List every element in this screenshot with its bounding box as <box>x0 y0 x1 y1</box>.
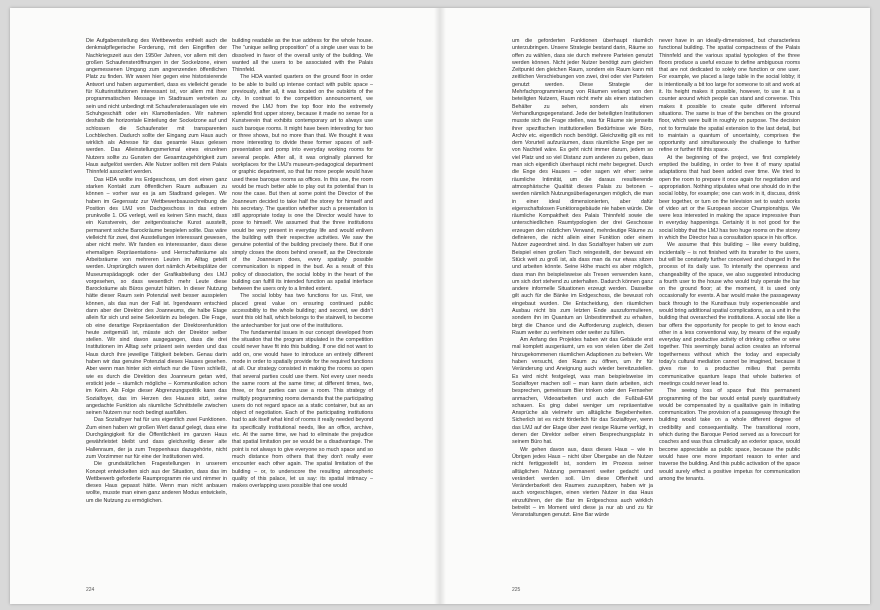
page-number: 224 <box>86 587 95 593</box>
paragraph: Am Anfang des Projektes haben wir das Gebäude erst mal komplett ausgeräumt, um es von vielen über die Zeit hinzugekommenen räumlichen Adaptionen zu befreien. Wir haben versucht, den Raum zu öffnen, um ihr für Veränderung und Aneignung auch wieder bereitzustellen. Es wird nicht festgelegt, was man beispielsweise im Sozialfoyer machen soll – man kann darin arbeiten, sich besprechen, gemeinsam Bier trinken oder den Fernseher anmachen, Videoarbeiten und auch die Fußball-EM schauen. Es ging dabei weniger um repräsentative Ansprüche als vielmehr um alltägliche Begebenheiten. Sicherlich ist es nicht förderlich für das Sozialfoyer, wenn das LMJ auf der Etage über zwei riesige Räume verfügt, in denen der Direktor selber einen Besprechungsplatz in seinem Büro hat. <box>512 337 653 446</box>
paragraph: At the beginning of the project, we first completely emptied the building, in order to free it of many spatial adaptations that had been added over time. We tried to open the room to prepare it once again for negotiation and appropriation. Nothing stipulates what one should do in the social lobby, for example; one can work in it, discuss, drink beer together, or turn on the television set to watch works of video art or the European soccer Championships. We were less interested in making the space impressive than in everyday happenings. Certainly it is not good for the social lobby that the LMJ has two huge rooms on the storey in which the Director has a consultation space in his office. <box>659 154 800 242</box>
right-page-english-column <box>659 38 800 588</box>
book-spread <box>10 8 870 604</box>
right-page-german-column <box>512 38 653 588</box>
paragraph: The social lobby has two functions for us. First, we placed great value on ensuring continued public accessibility to the whole building; and second, we didn’t want this old hall, which belongs to the stairwell, to become the antechamber for just one of the institutions. <box>232 293 373 329</box>
paragraph: Das HDA wollte ins Erdgeschoss, um dort einen ganz starken Kontakt zum öffentlichen Raum aufbauen zu können – vorher war es ja am Stadtrand gelegen. Wir haben im Gegensatz zur Wettbewerbsausschreibung die Position des LMJ von Dachgeschoss in das extrem prunkvolle 1. OG verlegt, weil es keinen Sinn macht, dass ein Kunstverein, der zeitgenössische Kunst ausstellt, permanent solche Barockräume bespielen sollte. Das wäre vielleicht für zwei, drei Ausstellungen interessant gewesen, aber nicht mehr. Wir fanden es interessanter, dass diese ehemaligen Repräsentations- und Herrschaftsräume als Arbeitsräume von mehreren Leuten im Alltag geteilt werden. Ursprünglich waren dort nämlich Arbeitsplätze der Museumspädagogik oder der Grafikabteilung des LMJ vorgesehen, so dass wesentlich mehr Leute diese Barockräume als Büros genutzt hätten. In dieser Nutzung hätte dieser Raum sein Potenzial weit besser ausspielen können, als das nun der Fall ist. Irgendwann entschied dann aber der Direktor des Joanneums, die halbe Etage allein für sich und seine Sekretärin zu belegen. Die Frage, ob eine derartige Repräsentation der Direktorenfunktion heute zeitgemäß ist, müsste sich der Direktor selber stellen. Wir sind davon ausgegangen, dass die drei Institutionen im Alltag sehr präsent sein werden und das Haus durch ihre jeweilige Tätigkeit beleben. Genau darin haben wir das genuine Potenzial dieses Hauses gesehen. Aber wenn man hinter sich einfach nur die Türen schließt, wie es durch die Direktion des Joanneum getan wird, erstickt jede – räumlich mögliche – Kommunikation schon im Keim. Als Folge dieser Abgrenzungspolitik kann das Sozialfoyer, das im Herzen des Hauses sitzt, seine angedachte Funktion als räumliche Schnittstelle zwischen seinen Nutzern nur noch bedingt ausfüllen. <box>86 176 227 417</box>
paragraph: Das Sozialfoyer hat für uns eigentlich zwei Funktionen. Zum einen haben wir großen Wert darauf gelegt, dass eine Durchgängigkeit für die Öffentlichkeit im ganzen Haus gewährleistet bleibt und dass gleichzeitig dieser alte Hallenraum, der ja zum Treppenhaus dazugehörte, nicht zum Vorzimmer nur für eine der Institutionen wird. <box>86 417 227 460</box>
left-page <box>10 8 440 604</box>
paragraph: The fundamental issues in our concept developed from the situation that the program stipulated in the competition could never have fit into this building. If one did not want to add on, one would have to introduce an entirely different mode in order to spatially provide for the required functions at all. Our strategy consisted in making the rooms so open that several parties could use them. Not every user needs the same room at the same time; at different times, two, three, or four parties can use a room. This strategy of multiply programming rooms demands that the participating users do not regard space as a static container, but as an object of negotiation. Each of the participating institutions had to ask itself what kind of rooms it really needed beyond its specifically institutional needs, like an office, archive, etc. At the same time, we had to eliminate the prejudice that spatial limitation per se would be a disadvantage. The point is not always to give everyone so much space and so much distance from others that they don’t really ever encounter each other again. The spatial limitation of the building – or, to underscore the resulting atmospheric quality of this palace, let us say: its spatial intimacy – makes overlapping uses possible that one would <box>232 329 373 490</box>
paragraph: The seeing loss of space that this permanent programming of the bar would entail purely quantitatively would be compensated by a qualitative gain in initiating communication. The provision of a passageway through the building would take on a whole different degree of credibility and consequentiality. The transitional room, which during the Baroque Period served as a forecourt for coaches and was thus climatically an exterior space, would become appreciable as public space, because the public would have one more important reason to enter and traverse the building. And this public activation of the space would surely effect a positive impetus for communication among the tenants. <box>659 388 800 482</box>
paragraph: um die geforderten Funktionen überhaupt räumlich unterzubringen. Unsere Strategie bestand darin, Räume so offen zu wählen, dass sie durch mehrere Parteien genutzt werden können. Nicht jeder Nutzer benötigt zum gleichen Zeitpunkt den gleichen Raum, sondern ein Raum kann mit zeitlichen Verschiebungen von zwei, drei oder vier Parteien genutzt werden. Diese Strategie der Mehrfachprogrammierung von Räumen verlangt von den beteiligten Nutzern, Raum nicht mehr als einen statischen Behälter zu sehen, sondern als einen Verhandlungsgegenstand. Jede der beteiligten Institutionen musste sich die Frage stellen, was für Räume sie jenseits ihrer spezifischen institutionellen Bedürfnisse wie Büro, Archiv etc. eigentlich noch benötigt. Gleichzeitig gilt es mit dem Vorurteil aufzuräumen, dass räumliche Enge per se von Nachteil wäre. Es geht nicht immer darum, jedem so viel Platz und so viel Distanz zum anderen zu geben, dass man sich eigentlich überhaupt nicht mehr begegnet. Durch die Enge des Hauses – oder sagen wir eher: seine räumliche Intimität, um die daraus resultierende atmosphärische Qualität dieses Palais zu betonen – werden nämlich Nutzungsüberlagerungen möglich, die man in einer ideal dimensionierten, aber dafür eigenschaftslosen Funktionsgebäude nie haben würde. Die räumliche Kompaktheit des Palais Thinnfeld sowie die unterschiedlichen Raumtypologien der drei Geschosse erzeugen den nützlichen Verwand, mehrdeutige Räume zu definieren, die nicht allein einer Funktion oder einem Nutzer zugeordnet sind. In das Sozialfoyer haben wir zum Beispiel einen großen Tisch reingestellt, der bewusst ein Stück weit zu groß ist, als dass man da nur etwas sitzen und arbeiten könnte. Seine Höhe macht es aber möglich, dass man ihn beispielsweise als Tresen verwenden kann, um sich dort stehend zu unterhalten. Dadurch können ganz andere informelle Situationen erzeugt werden. Dasselbe gilt auch für die Bänke im Erdgeschoss, die bewusst roh eingebaut wurden. Die Entscheidung, den räumlichen Ausbau nicht bis zum letzten Ende auszuformulieren, sondern ihn im Quantum an Unbestimmtheit zu erhalten, birgt die Chance und die Aufforderung zugleich, diesen Raum weiter zu verfeinern oder weiter zu füllen. <box>512 38 653 336</box>
paragraph: never have in an ideally-dimensioned, but characterless functional building. The spatial compactness of the Palais Thinnfeld and the various spatial typologies of the three floors produce a useful excuse to define ambiguous rooms that are not dedicated to solely one function or one user. For example, we placed a large table in the social lobby; it is intentionally a bit too large for someone to sit and work at it. Its height makes it possible, however, to use it as a counter around which people can stand and converse. This makes it possible to create quite different informal situations. The same is true of the benches on the ground floor, which were built in roughly on purpose. The decision not to formulate the spatial extension to the last detail, but to maintain a quantum of uncertainty, comprises the opportunity and simultaneously the challenge to further refine or further fill this space. <box>659 38 800 154</box>
paragraph: Wir gehen davon aus, dass dieses Haus – wie in Übrigen jedes Haus – nicht über Übergabe an die Nutzer nicht fertiggestellt ist, sondern im Prozess seiner alltäglichen Nutzung permanent weiter gedacht und verändert werden soll. Um diese Offenheit und Veränderbarkeit des Raumes zuzuspitzen, haben wir ja auch vorgeschlagen, einen vierten Nutzer in das Haus einzuführen, der die Bar im Erdgeschoss auch wirklich betreibt – im Moment wird diese ja nur ab und zu für Veranstaltungen genutzt. Eine Bar würde <box>512 446 653 519</box>
page-number: 225 <box>512 587 521 593</box>
paragraph: We assume that this building – like every building, incidentally – is not finished with its transfer to the users, but will be constantly further conceived and changed in the process of its daily use. To intensify the openness and changeability of the space, we also suggested introducing a fourth user to the house who would truly operate the bar on the ground floor; at the moment, it is used only occasionally for events. A bar would make the passageway back through to the Kunsthaus truly experienceable and would bring additional spatial complications, as a unit in the building that overarched the institutions. A social site like a bar offers the opportunity for people to get to know each other in a less conventional way, by means of the equally everyday and productive activity of drinking coffee or wine together. This seemingly banal action creates an informal togetherness without which the today and especially today’s cultural mediation cannot be imagined, because it gives rise to a productive milieu that permits communicative quantum leaps that whole batteries of meetings could never lead to. <box>659 242 800 387</box>
right-page <box>440 8 870 604</box>
paragraph: Die Aufgabenstellung des Wettbewerbs enthielt auch die denkmalpflegerische Forderung, mit den Eingriffen der Nachkriegszeit aus den 1950er Jahren, vor allem mit den großen Schaufensteröffnungen in der Sockelzone, einen angemessenen Umgang zum angrenzenden öffentlichen Platz zu finden. Wir waren hier gegen eine historisierende Antwort und haben argumentiert, dass es vielleicht gerade für Kulturinstitutionen interessant ist, vor allem mit ihrer programmatischen Message im Stadtraum vertreten zu sein und nicht unbedingt mit Schaufensterauslagen wie ein Schuhgeschäft oder ein Klamottenladen. Wir nahmen deshalb die horizontale Einteilung der Sockelzone auf und schlossen die Schaufenster mit transparenten Lochblechen. Dadurch sollte der Eingang zum Haus auch wirklich als Adresse für das gesamte Haus gelesen werden. Das Alleinstellungsmerkmal eines einzelnen Nutzers sollte zu Gunsten der Gesamtzugehörigkeit zum Haus aufgelöst werden. Alle Nutzer sollten mit dem Palais Thinnfeld assoziiert werden. <box>86 38 227 176</box>
paragraph: building readable as the true address for the whole house. The “unique selling proposition” of a single user was to be dissolved in favor of the overall unity of the building. We wanted all the users to be associated with the Palais Thinnfeld. <box>232 38 373 74</box>
left-page-german-column <box>86 38 227 588</box>
left-page-english-column <box>232 38 373 588</box>
paragraph: The HDA wanted quarters on the ground floor in order to be able to build up intense contact with public space – previously, after all, it was located on the outskirts of the city. In contrast to the competition announcement, we moved the LMJ from the top floor into the extremely splendid first upper storey, because it made no sense for a Kunstverein that exhibits contemporary art to always use such baroque rooms. It might have been interesting for two or three shows, but no more than that. We thought it was more interesting to divide these former spaces of self-presentation and pomp into everyday working rooms for several people. After all, it was originally planned for workplaces for the LMJ’s museum-pedagogical department or graphic department, so that far more people would have used these baroque rooms as offices. In this use, the room would be much better able to play out its potential than is now the case. But then at some point the Director of the Joanneum decided to take half the storey for himself and his secretary. The question whether such a presentation is still appropriate today is one the Director would have to pose to himself. We assumed that the three institutions would be very present in everyday life and would enliven the building with their respective activities. We saw the genuine potential of the building precisely there. But if one simply closes the doors behind oneself, as the Directorate of the Joanneum does, every spatially possible communication is nipped in the bud. As a result of this policy of dissociation, the social lobby in the heart of the building can fulfill its intended function as spatial interface between the users only to a limited extent. <box>232 74 373 293</box>
paragraph: Die grundsätzlichen Fragestellungen in unserem Konzept entwickelten sich aus der Situation, dass das im Wettbewerb geforderte Raumprogramm nie und nimmer in dieses Haus gepasst hätte. Wenn man nicht anbauen wollte, musste man einen ganz anderen Modus entwickeln, um die Nutzung zu ermöglichen. <box>86 461 227 504</box>
